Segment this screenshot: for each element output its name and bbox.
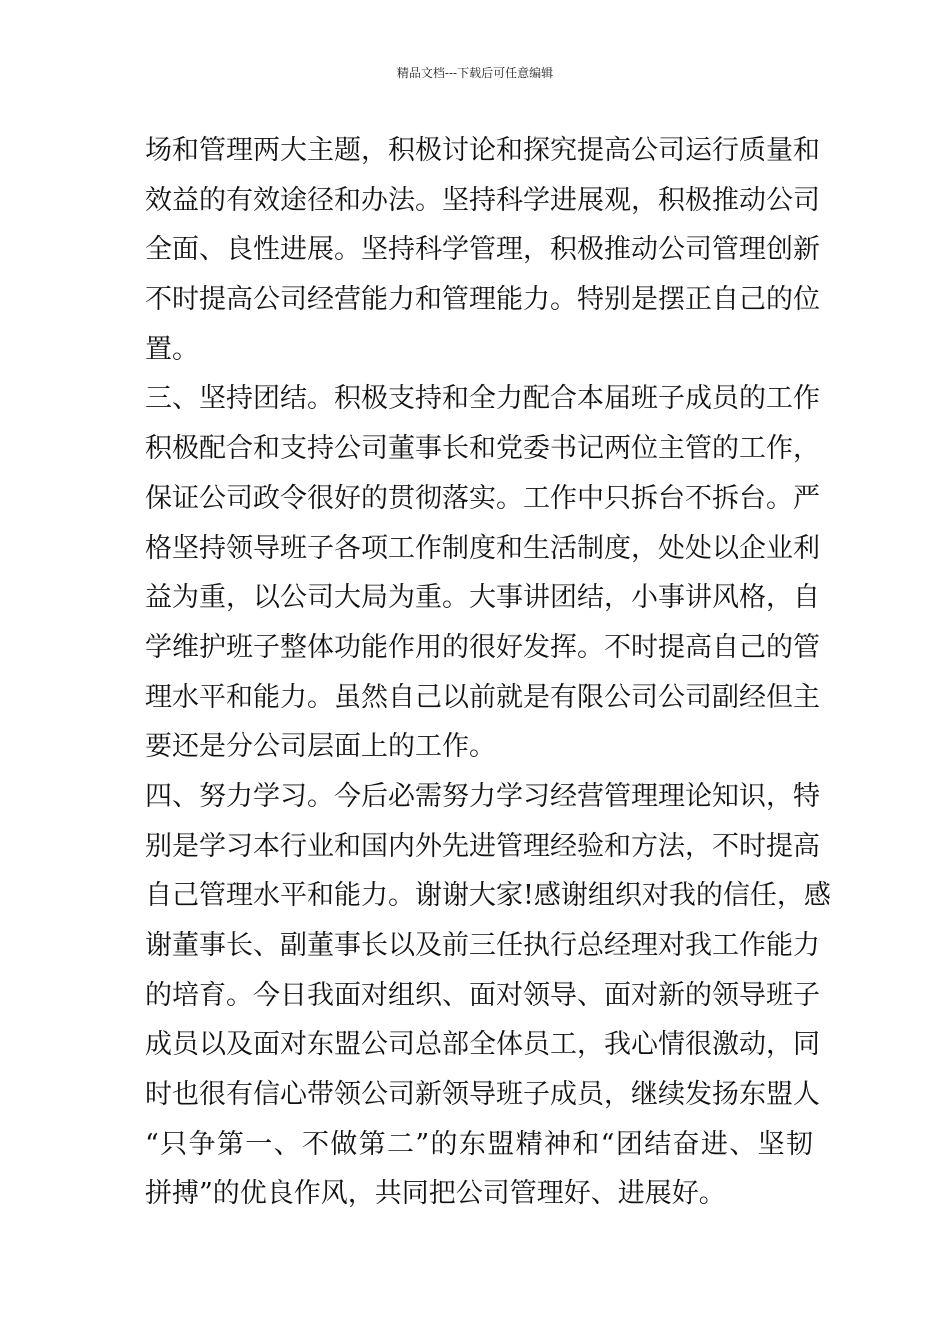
text-line: 保证公司政令很好的贯彻落实。工作中只拆台不拆台。严: [145, 482, 820, 514]
text-line: 时也很有信心带领公司新领导班子成员，继续发扬东盟人: [145, 1079, 820, 1111]
text-line: 积极配合和支持公司董事长和党委书记两位主管的工作，: [145, 433, 820, 465]
text-line: 格坚持领导班子各项工作制度和生活制度，处处以企业利: [145, 532, 820, 564]
text-line: 三、坚持团结。积极支持和全力配合本届班子成员的工作: [145, 383, 820, 415]
text-line: 理水平和能力。虽然自己以前就是有限公司公司副经但主: [145, 681, 820, 713]
text-line: 的培育。今日我面对组织、面对领导、面对新的领导班子: [145, 979, 820, 1011]
text-line: 别是学习本行业和国内外先进管理经验和方法，不时提高: [145, 830, 820, 862]
text-line: 效益的有效途径和办法。坚持科学进展观，积极推动公司: [145, 184, 820, 216]
body-text: [145, 126, 831, 1219]
text-line: 成员以及面对东盟公司总部全体员工，我心情很激动，同: [145, 1029, 820, 1061]
text-line: 自己管理水平和能力。谢谢大家!感谢组织对我的信任，感: [145, 880, 831, 912]
text-line: 谢董事长、副董事长以及前三任执行总经理对我工作能力: [145, 930, 820, 961]
text-line: 全面、良性进展。坚持科学管理，积极推动公司管理创新: [145, 234, 820, 266]
page-header: 精品文档---下载后可任意编辑: [396, 66, 554, 80]
text-line: 置。: [145, 333, 199, 365]
text-line: 场和管理两大主题，积极讨论和探究提高公司运行质量和: [145, 135, 820, 166]
text-line: 学维护班子整体功能作用的很好发挥。不时提高自己的管: [145, 631, 820, 663]
text-line: 四、努力学习。今后必需努力学习经营管理理论知识，特: [145, 780, 820, 812]
text-line: 不时提高公司经营能力和管理能力。特别是摆正自己的位: [145, 284, 820, 316]
text-line: 拼搏”的优良作风，共同把公司管理好、进展好。: [145, 1178, 726, 1210]
text-line: 益为重，以公司大局为重。大事讲团结，小事讲风格，自: [145, 582, 820, 614]
text-line: 要还是分公司层面上的工作。: [145, 731, 496, 763]
text-line: “只争第一、不做第二”的东盟精神和“团结奋进、坚韧: [145, 1128, 813, 1160]
